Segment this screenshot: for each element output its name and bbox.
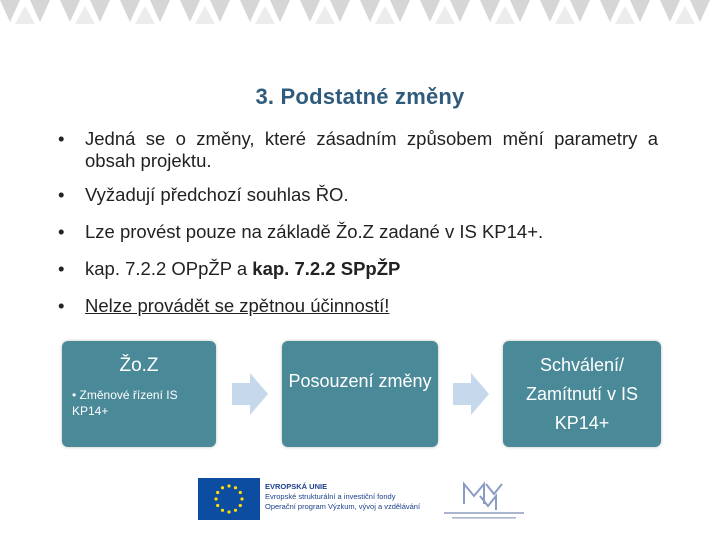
flow-step-zoz-title: Žo.Z (119, 355, 159, 376)
bullet-item (58, 184, 658, 206)
flow-step-posouzeni-label: Posouzení změny (288, 371, 432, 391)
top-pattern-decoration (0, 0, 720, 30)
bullet-text: Jedná se o změny, které zásadním způsobem mění parametry a obsah projektu. (85, 128, 658, 171)
bullet-dot: • (58, 221, 65, 242)
flow-step-schvaleni-label (503, 351, 661, 438)
bullet-item (58, 128, 658, 172)
bullet-item (58, 295, 658, 317)
bullet-dot: • (58, 258, 65, 279)
flow-step-zoz (62, 341, 216, 447)
schvaleni-line-2: Zamítnutí v IS (525, 384, 639, 404)
bullet-dot: • (58, 295, 65, 316)
eu-line: Evropské strukturální a investiční fondy (265, 492, 396, 501)
msmt-logo-icon (442, 478, 526, 522)
schvaleni-line-3: KP14+ (554, 413, 610, 433)
bullet-text: Lze provést pouze na základě Žo.Z zadané v IS KP14+. (85, 221, 544, 242)
eu-flag-icon (198, 478, 260, 520)
bullet-text-underlined: Nelze provádět se zpětnou účinností! (85, 295, 390, 316)
bullet-item (58, 221, 658, 243)
eu-text-block (265, 482, 420, 512)
arrow-right-icon (453, 373, 489, 415)
flow-step-schvaleni (503, 341, 661, 447)
bullet-item (58, 258, 658, 280)
bullet-text-bold: kap. 7.2.2 SPpŽP (252, 258, 401, 279)
bullet-text: Vyžadují předchozí souhlas ŘO. (85, 184, 349, 205)
flow-step-zoz-subtext (72, 387, 212, 419)
bullet-list (58, 128, 658, 332)
flow-step-zoz-sub: Změnové řízení IS KP14+ (72, 388, 178, 418)
bullet-dot: • (58, 184, 65, 205)
schvaleni-line-1: Schválení/ (539, 355, 625, 375)
flow-step-posouzeni (282, 341, 438, 447)
bullet-dot: • (58, 128, 65, 149)
eu-line: Operační program Výzkum, vývoj a vzdělávání (265, 502, 421, 511)
bullet-text-plain: kap. 7.2.2 OPpŽP a (85, 258, 253, 279)
sub-bullet-dot: • (72, 388, 77, 402)
arrow-right-icon (232, 373, 268, 415)
eu-line: EVROPSKÁ UNIE (265, 482, 328, 491)
slide-title: 3. Podstatné změny (255, 84, 465, 109)
